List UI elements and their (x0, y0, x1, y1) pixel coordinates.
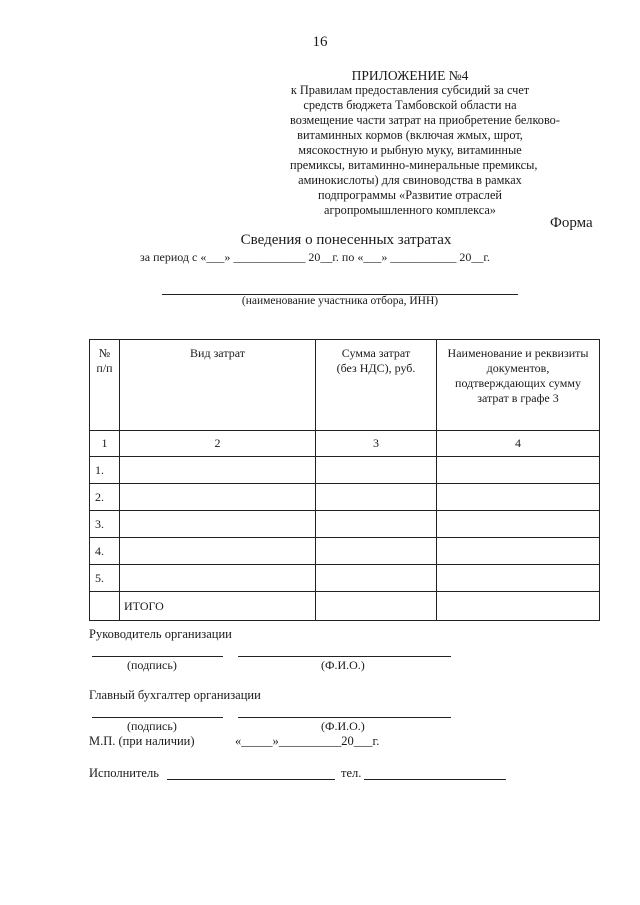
cost-type-cell[interactable] (120, 457, 316, 484)
cost-sum-cell[interactable] (316, 538, 437, 565)
appendix-line: средств бюджета Тамбовской области на (303, 98, 517, 112)
appendix-line: агропромышленного комплекса» (324, 203, 496, 217)
documents-cell[interactable] (437, 484, 600, 511)
head-name-caption: (Ф.И.О.) (321, 658, 365, 672)
head-title: Руководитель организации (89, 627, 232, 641)
cost-sum-cell[interactable] (316, 511, 437, 538)
header-cost-sum: Сумма затрат (без НДС), руб. (316, 340, 437, 431)
appendix-line: мясокостную и рыбную муку, витаминные (298, 143, 522, 157)
period-line: за период с «___» ____________ 20__г. по «___» ___________ 20__г. (140, 250, 490, 264)
executor-label: Исполнитель (89, 766, 159, 780)
header-number: № п/п (90, 340, 120, 431)
column-number-row (90, 431, 600, 457)
row-number: 4. (90, 538, 120, 565)
documents-cell[interactable] (437, 457, 600, 484)
executor-name-line[interactable] (167, 779, 335, 780)
appendix-line: возмещение части затрат на приобретение белково- (290, 113, 560, 127)
header-documents: Наименование и реквизиты документов, подтверждающих сумму затрат в графе 3 (437, 340, 600, 431)
column-number: 1 (90, 431, 120, 457)
appendix-title: ПРИЛОЖЕНИЕ №4 (351, 68, 469, 83)
appendix-line: подпрограммы «Развитие отраслей (318, 188, 502, 202)
total-row (90, 592, 600, 621)
stamp-label: М.П. (при наличии) (89, 734, 195, 748)
appendix-line: аминокислоты) для свиноводства в рамках (298, 173, 522, 187)
table-row (90, 565, 600, 592)
date-line[interactable]: «_____»__________20___г. (235, 734, 380, 748)
head-signature-caption: (подпись) (127, 658, 177, 672)
accountant-name-line[interactable] (238, 717, 451, 718)
table-row (90, 484, 600, 511)
appendix-line: к Правилам предоставления субсидий за счет (290, 83, 530, 97)
cost-type-cell[interactable] (120, 565, 316, 592)
documents-cell[interactable] (437, 565, 600, 592)
head-name-line[interactable] (238, 656, 451, 657)
table-row (90, 457, 600, 484)
accountant-signature-caption: (подпись) (127, 719, 177, 733)
total-label: ИТОГО (120, 592, 316, 621)
accountant-signature-line[interactable] (92, 717, 223, 718)
appendix-block (290, 68, 560, 218)
column-number: 4 (437, 431, 600, 457)
appendix-line: премиксы, витаминно-минеральные премиксы, (290, 158, 538, 172)
page-number: 16 (312, 34, 328, 50)
total-sum-cell[interactable] (316, 592, 437, 621)
column-number: 3 (316, 431, 437, 457)
table-row (90, 538, 600, 565)
phone-line[interactable] (364, 779, 506, 780)
cost-sum-cell[interactable] (316, 484, 437, 511)
table-header-row (90, 340, 600, 431)
documents-cell[interactable] (437, 538, 600, 565)
row-number: 2. (90, 484, 120, 511)
row-number: 3. (90, 511, 120, 538)
row-number: 1. (90, 457, 120, 484)
total-documents-cell[interactable] (437, 592, 600, 621)
accountant-name-caption: (Ф.И.О.) (321, 719, 365, 733)
table-row (90, 511, 600, 538)
document-title: Сведения о понесенных затратах (240, 232, 452, 248)
phone-label: тел. (341, 766, 362, 780)
column-number: 2 (120, 431, 316, 457)
appendix-line: витаминных кормов (включая жмых, шрот, (297, 128, 523, 142)
header-cost-type: Вид затрат (120, 340, 316, 431)
cost-sum-cell[interactable] (316, 565, 437, 592)
head-signature-line[interactable] (92, 656, 223, 657)
accountant-title: Главный бухгалтер организации (89, 688, 261, 702)
documents-cell[interactable] (437, 511, 600, 538)
cost-type-cell[interactable] (120, 484, 316, 511)
cost-sum-cell[interactable] (316, 457, 437, 484)
cost-type-cell[interactable] (120, 538, 316, 565)
form-label: Форма (550, 215, 593, 231)
cost-type-cell[interactable] (120, 511, 316, 538)
costs-table (89, 339, 600, 621)
row-number: 5. (90, 565, 120, 592)
org-name-caption: (наименование участника отбора, ИНН) (241, 295, 439, 307)
total-empty-cell (90, 592, 120, 621)
